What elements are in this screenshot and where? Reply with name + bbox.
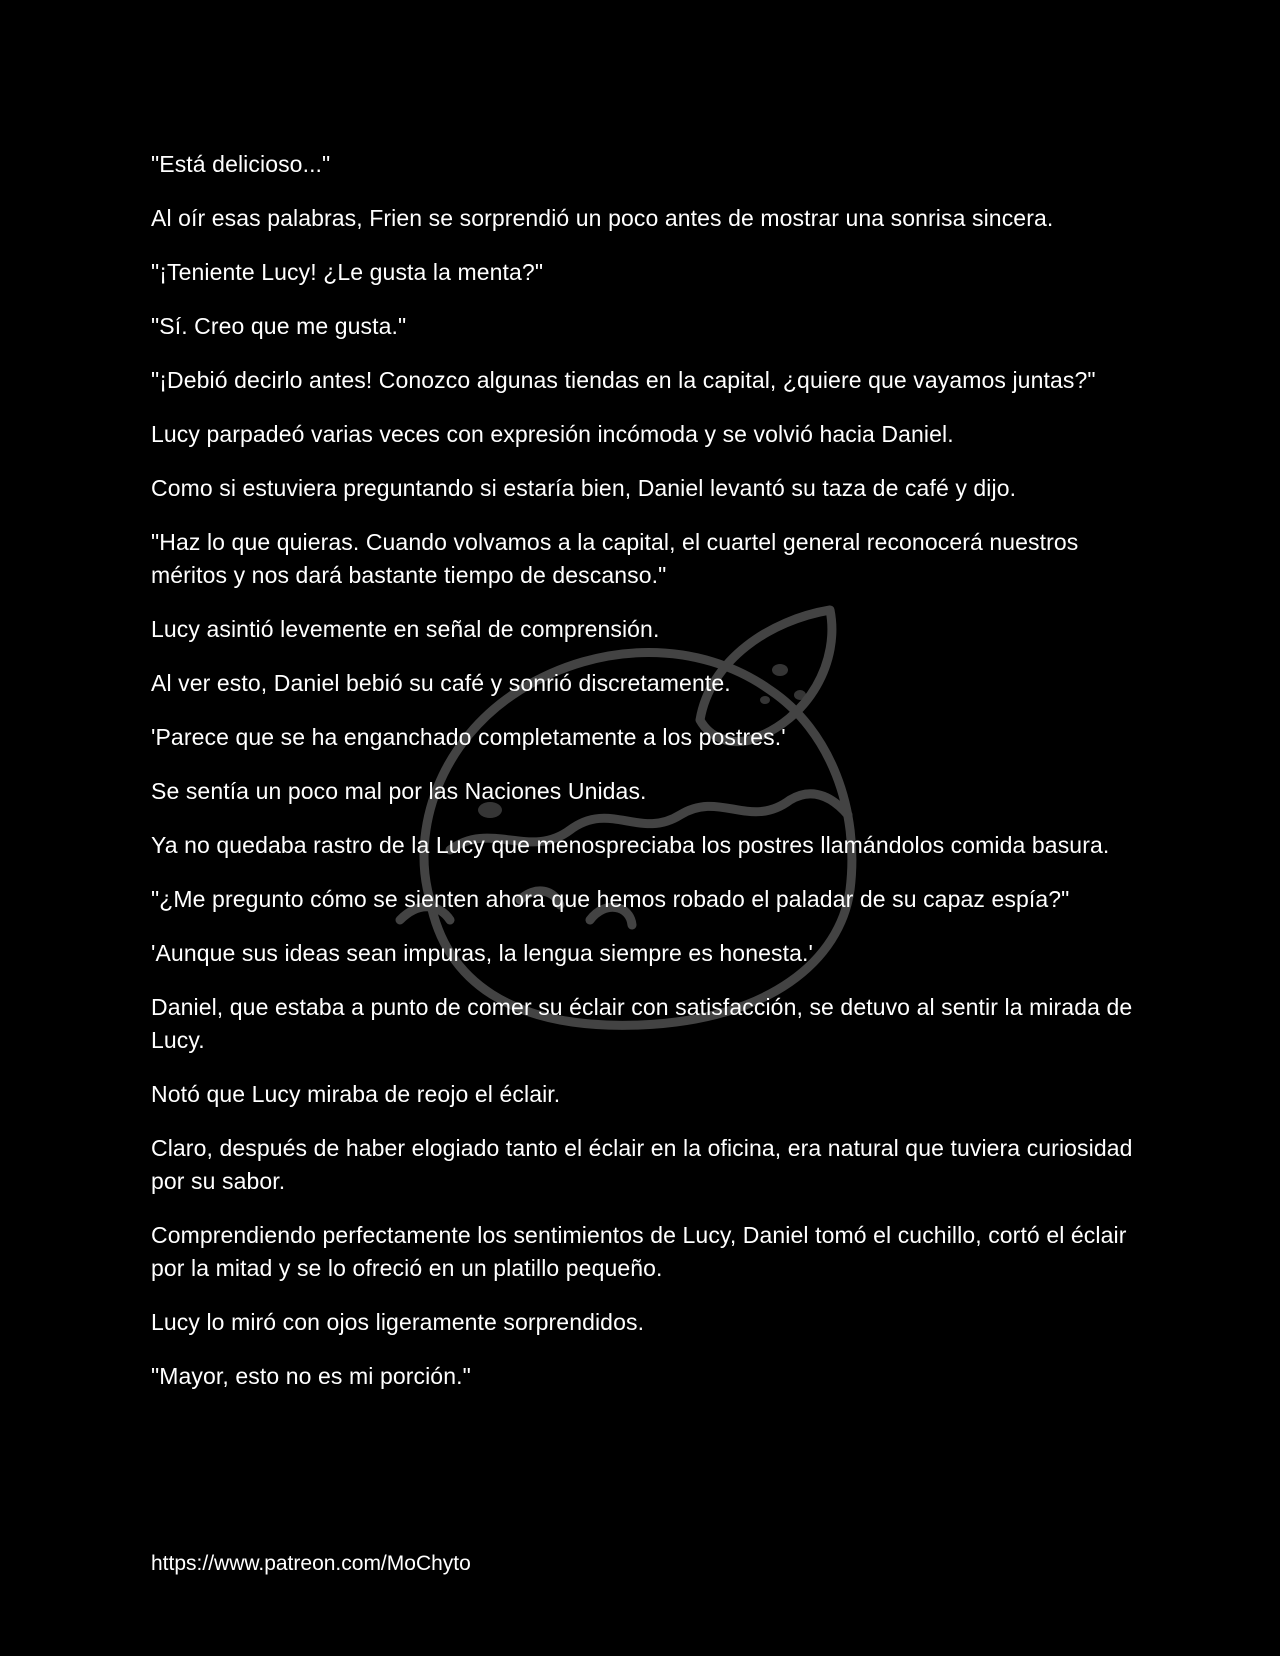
patreon-link[interactable]: https://www.patreon.com/MoChyto: [151, 1552, 471, 1575]
paragraph: "Haz lo que quieras. Cuando volvamos a la capital, el cuartel general reconocerá nuestros méritos y nos dará bastante tiempo de descanso.": [151, 529, 1079, 588]
paragraph: Ya no quedaba rastro de la Lucy que menospreciaba los postres llamándolos comida basura.: [151, 832, 1110, 858]
paragraph: "Sí. Creo que me gusta.": [151, 313, 407, 339]
paragraph: "¡Teniente Lucy! ¿Le gusta la menta?": [151, 259, 544, 285]
paragraph: "Está delicioso...": [151, 151, 331, 177]
paragraph: "¡Debió decirlo antes! Conozco algunas tiendas en la capital, ¿quiere que vayamos juntas?": [151, 367, 1096, 393]
paragraph: Lucy asintió levemente en señal de comprensión.: [151, 616, 660, 642]
paragraph: 'Parece que se ha enganchado completamente a los postres.': [151, 724, 786, 750]
paragraph: "Mayor, esto no es mi porción.": [151, 1363, 471, 1389]
paragraph: Comprendiendo perfectamente los sentimientos de Lucy, Daniel tomó el cuchillo, cortó el éclair por la mitad y se lo ofreció en un platillo pequeño.: [151, 1222, 1127, 1281]
paragraph: Claro, después de haber elogiado tanto el éclair en la oficina, era natural que tuviera curiosidad por su sabor.: [151, 1135, 1133, 1194]
paragraph: Daniel, que estaba a punto de comer su éclair con satisfacción, se detuvo al sentir la mirada de Lucy.: [151, 994, 1133, 1053]
paragraph: Se sentía un poco mal por las Naciones Unidas.: [151, 778, 647, 804]
story-text: [151, 148, 1141, 1414]
paragraph: Al ver esto, Daniel bebió su café y sonrió discretamente.: [151, 670, 731, 696]
paragraph: Lucy parpadeó varias veces con expresión incómoda y se volvió hacia Daniel.: [151, 421, 954, 447]
paragraph: "¿Me pregunto cómo se sienten ahora que hemos robado el paladar de su capaz espía?": [151, 886, 1070, 912]
paragraph: Lucy lo miró con ojos ligeramente sorprendidos.: [151, 1309, 645, 1335]
paragraph: 'Aunque sus ideas sean impuras, la lengua siempre es honesta.': [151, 940, 813, 966]
paragraph: Como si estuviera preguntando si estaría bien, Daniel levantó su taza de café y dijo.: [151, 475, 1017, 501]
paragraph: Notó que Lucy miraba de reojo el éclair.: [151, 1081, 561, 1107]
paragraph: Al oír esas palabras, Frien se sorprendió un poco antes de mostrar una sonrisa sincera.: [151, 205, 1054, 231]
